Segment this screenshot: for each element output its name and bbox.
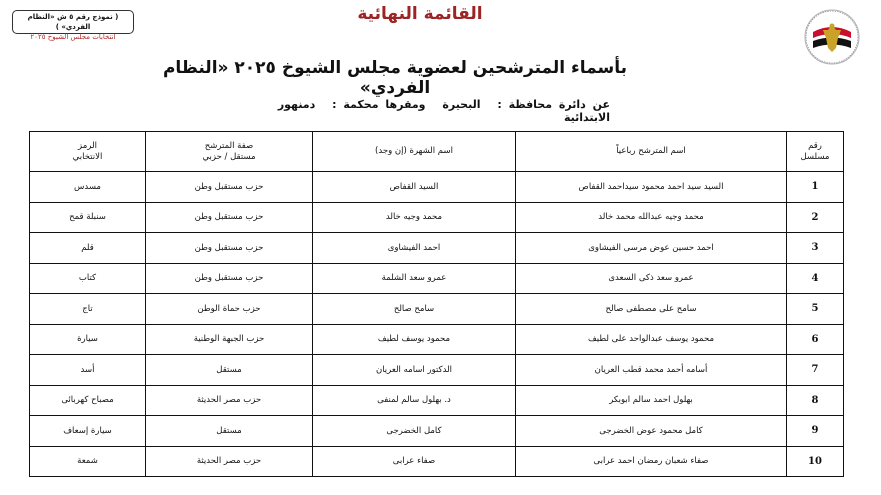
court-value: دمنهور الابتدائية: [277, 98, 610, 124]
serial-cell: 1: [787, 172, 844, 203]
serial-header-line1: رقم: [808, 140, 822, 151]
form-number-box: [12, 10, 134, 41]
candidate-type-cell: حزب مصر الحديثة: [146, 446, 313, 477]
full-name-cell: محمود يوسف عبدالواحد على لطيف: [516, 324, 787, 355]
popular-name-cell: عمرو سعد الشلمة: [313, 263, 516, 294]
column-header-serial: [787, 132, 844, 172]
symbol-cell: كتاب: [30, 263, 146, 294]
popular-name-cell: كامل الخضرجى: [313, 416, 516, 447]
symbol-cell: تاج: [30, 294, 146, 325]
district-label: عن دائرة محافظة :: [497, 98, 610, 111]
serial-cell: 7: [787, 355, 844, 386]
election-name-label: انتخابات مجلس الشيوخ ٢٠٢٥: [30, 33, 116, 41]
form-number-label: ( نموذج رقم ٥ ش «النظام الفردي» ): [27, 13, 119, 31]
column-header-candidate-type: [146, 132, 313, 172]
page-subtitle: بأسماء المترشحين لعضوية مجلس الشيوخ ٢٠٢٥ «النظام الفردي»: [162, 58, 628, 98]
table-row: [30, 416, 844, 447]
serial-cell: 3: [787, 233, 844, 264]
table-row: [30, 324, 844, 355]
full-name-cell: صفاء شعبان رمضان احمد عرابى: [516, 446, 787, 477]
type-header-line1: صفة المترشح: [204, 140, 254, 151]
symbol-cell: أسد: [30, 355, 146, 386]
candidate-type-cell: حزب الجبهة الوطنية: [146, 324, 313, 355]
elections-authority-logo-icon: [803, 8, 861, 66]
serial-header-line2: مسلسل: [800, 151, 830, 162]
symbol-cell: شمعة: [30, 446, 146, 477]
page-title: القائمة النهائية: [357, 4, 483, 24]
serial-cell: 8: [787, 385, 844, 416]
full-name-cell: السيد سيد احمد محمود سيداحمد القفاص: [516, 172, 787, 203]
symbol-cell: سيارة: [30, 324, 146, 355]
symbol-header-line2: الانتخابي: [72, 151, 103, 162]
candidate-type-cell: حزب مستقبل وطن: [146, 202, 313, 233]
table-row: [30, 233, 844, 264]
serial-cell: 2: [787, 202, 844, 233]
symbol-cell: قلم: [30, 233, 146, 264]
popular-name-cell: محمود يوسف لطيف: [313, 324, 516, 355]
candidate-type-cell: حزب مستقبل وطن: [146, 233, 313, 264]
full-name-cell: كامل محمود عوض الخضرجى: [516, 416, 787, 447]
type-header-line2: مستقل / حزبي: [202, 151, 256, 162]
table-header-row: [30, 132, 844, 172]
full-name-cell: احمد حسين عوض مرسى الفيشاوى: [516, 233, 787, 264]
popular-name-cell: د. بهلول سالم لمنفى: [313, 385, 516, 416]
column-header-popular-name: اسم الشهرة (إن وجد): [313, 132, 516, 172]
serial-cell: 4: [787, 263, 844, 294]
serial-cell: 6: [787, 324, 844, 355]
popular-name-cell: صفاء عرابى: [313, 446, 516, 477]
serial-cell: 9: [787, 416, 844, 447]
candidate-type-cell: حزب مستقبل وطن: [146, 263, 313, 294]
popular-name-cell: سامح صالح: [313, 294, 516, 325]
full-name-cell: محمد وجيه عبدالله محمد خالد: [516, 202, 787, 233]
popular-name-cell: احمد الفيشاوى: [313, 233, 516, 264]
popular-name-cell: محمد وجيه خالد: [313, 202, 516, 233]
table-row: [30, 294, 844, 325]
symbol-cell: مسدس: [30, 172, 146, 203]
table-row: [30, 355, 844, 386]
symbol-header-line1: الرمز: [78, 140, 97, 151]
column-header-full-name: اسم المترشح رباعياً: [516, 132, 787, 172]
table-row: [30, 202, 844, 233]
column-header-symbol: [30, 132, 146, 172]
table-row: [30, 172, 844, 203]
candidate-type-cell: حزب مصر الحديثة: [146, 385, 313, 416]
table-row: [30, 263, 844, 294]
candidate-type-cell: مستقل: [146, 355, 313, 386]
serial-cell: 5: [787, 294, 844, 325]
full-name-cell: بهلول احمد سالم ابوبكر: [516, 385, 787, 416]
candidate-type-cell: مستقل: [146, 416, 313, 447]
serial-cell: 10: [787, 446, 844, 477]
table-row: [30, 446, 844, 477]
full-name-cell: أسامه أحمد محمد قطب العريان: [516, 355, 787, 386]
popular-name-cell: الدكتور اسامه العريان: [313, 355, 516, 386]
full-name-cell: عمرو سعد ذكى السعدى: [516, 263, 787, 294]
governorate-value: البحيرة: [442, 98, 481, 111]
full-name-cell: سامح على مصطفى صالح: [516, 294, 787, 325]
popular-name-cell: السيد القفاص: [313, 172, 516, 203]
symbol-cell: سنبلة قمح: [30, 202, 146, 233]
candidates-table: [29, 131, 844, 477]
candidate-type-cell: حزب حماة الوطن: [146, 294, 313, 325]
symbol-cell: سيارة إسعاف: [30, 416, 146, 447]
district-info: [250, 98, 610, 124]
table-row: [30, 385, 844, 416]
symbol-cell: مصباح كهربائى: [30, 385, 146, 416]
court-label: ومقرها محكمة :: [332, 98, 426, 111]
candidate-type-cell: حزب مستقبل وطن: [146, 172, 313, 203]
